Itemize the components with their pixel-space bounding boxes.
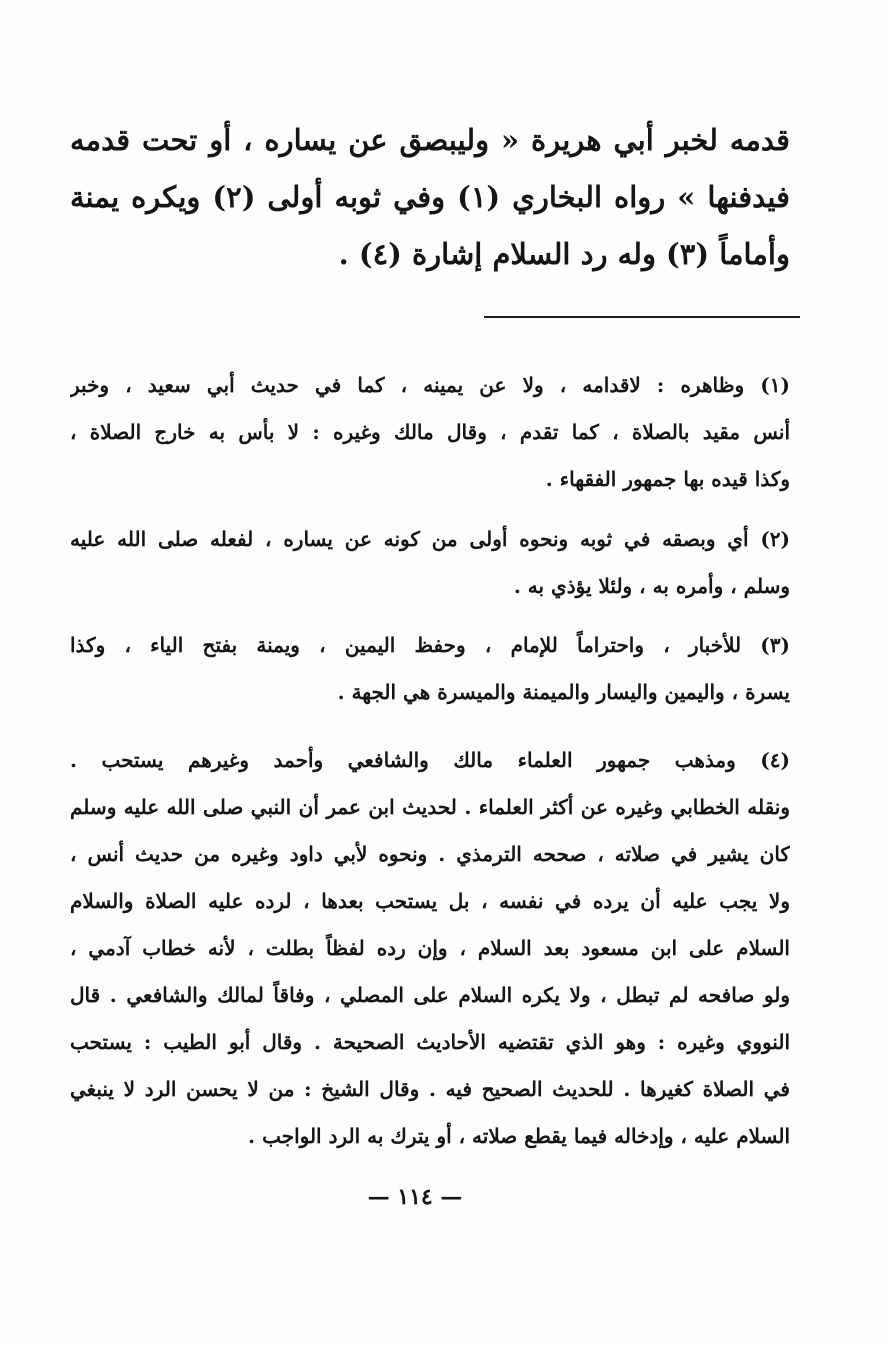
- footnote-line: ولا يجب عليه أن يرده في نفسه ، بل يستحب بعدها ، لرده عليه الصلاة والسلام: [70, 889, 790, 913]
- main-text-line: فيدفنها » رواه البخاري (١) وفي ثوبه أولى (٢) ويكره يمنة: [70, 180, 790, 214]
- footnote-3: [70, 622, 790, 716]
- footnote-line: النووي وغيره : وهو الذي تقتضيه الأحاديث الصحيحة . وقال أبو الطيب : يستحب: [70, 1030, 790, 1054]
- page-number: — ١١٤ —: [367, 1184, 463, 1210]
- footnote-line: (٤) ومذهب جمهور العلماء مالك والشافعي وأحمد وغيرهم يستحب .: [70, 748, 790, 772]
- footnote-line: (١) وظاهره : لاقدامه ، ولا عن يمينه ، كما في حديث أبي سعيد ، وخبر: [70, 373, 790, 397]
- footnote-line: في الصلاة كغيرها . للحديث الصحيح فيه . وقال الشيخ : من لا يحسن الرد لا ينبغي: [70, 1077, 790, 1101]
- main-text: [70, 112, 790, 283]
- footnote-line: يسرة ، واليمين واليسار والميمنة والميسرة هي الجهة .: [337, 680, 790, 704]
- footnote-separator-rule: [484, 316, 800, 318]
- footnote-line: ولو صافحه لم تبطل ، ولا يكره السلام على المصلي ، وفاقاً لمالك والشافعي . قال: [70, 983, 790, 1007]
- main-text-line: وأماماً (٣) وله رد السلام إشارة (٤) .: [338, 237, 790, 271]
- footnote-2: [70, 516, 790, 610]
- footnote-line: السلام على ابن مسعود بعد السلام ، وإن رده لفظاً بطلت ، لأنه خطاب آدمي ،: [70, 936, 790, 960]
- footnote-line: السلام عليه ، وإدخاله فيما يقطع صلاته ، أو يترك به الرد الواجب .: [248, 1124, 790, 1148]
- footnote-line: وسلم ، وأمره به ، ولئلا يؤذي به .: [513, 574, 790, 598]
- footnote-4: [70, 737, 790, 1160]
- footnote-line: ونقله الخطابي وغيره عن أكثر العلماء . لحديث ابن عمر أن النبي صلى الله عليه وسلم: [70, 795, 790, 819]
- footnote-line: (٢) أي وبصقه في ثوبه ونحوه أولى من كونه عن يساره ، لفعله صلى الله عليه: [70, 527, 790, 551]
- footnote-line: كان يشير في صلاته ، صححه الترمذي . ونحوه لأبي داود وغيره من حديث أنس ،: [70, 842, 790, 866]
- footnote-line: وكذا قيده بها جمهور الفقهاء .: [545, 467, 790, 491]
- main-text-line: قدمه لخبر أبي هريرة « وليبصق عن يساره ، أو تحت قدمه: [70, 123, 790, 157]
- footnote-1: [70, 362, 790, 503]
- footnote-line: أنس مقيد بالصلاة ، كما تقدم ، وقال مالك وغيره : لا بأس به خارج الصلاة ،: [70, 420, 790, 444]
- footnote-line: (٣) للأخبار ، واحتراماً للإمام ، وحفظ اليمين ، ويمنة بفتح الياء ، وكذا: [70, 633, 790, 657]
